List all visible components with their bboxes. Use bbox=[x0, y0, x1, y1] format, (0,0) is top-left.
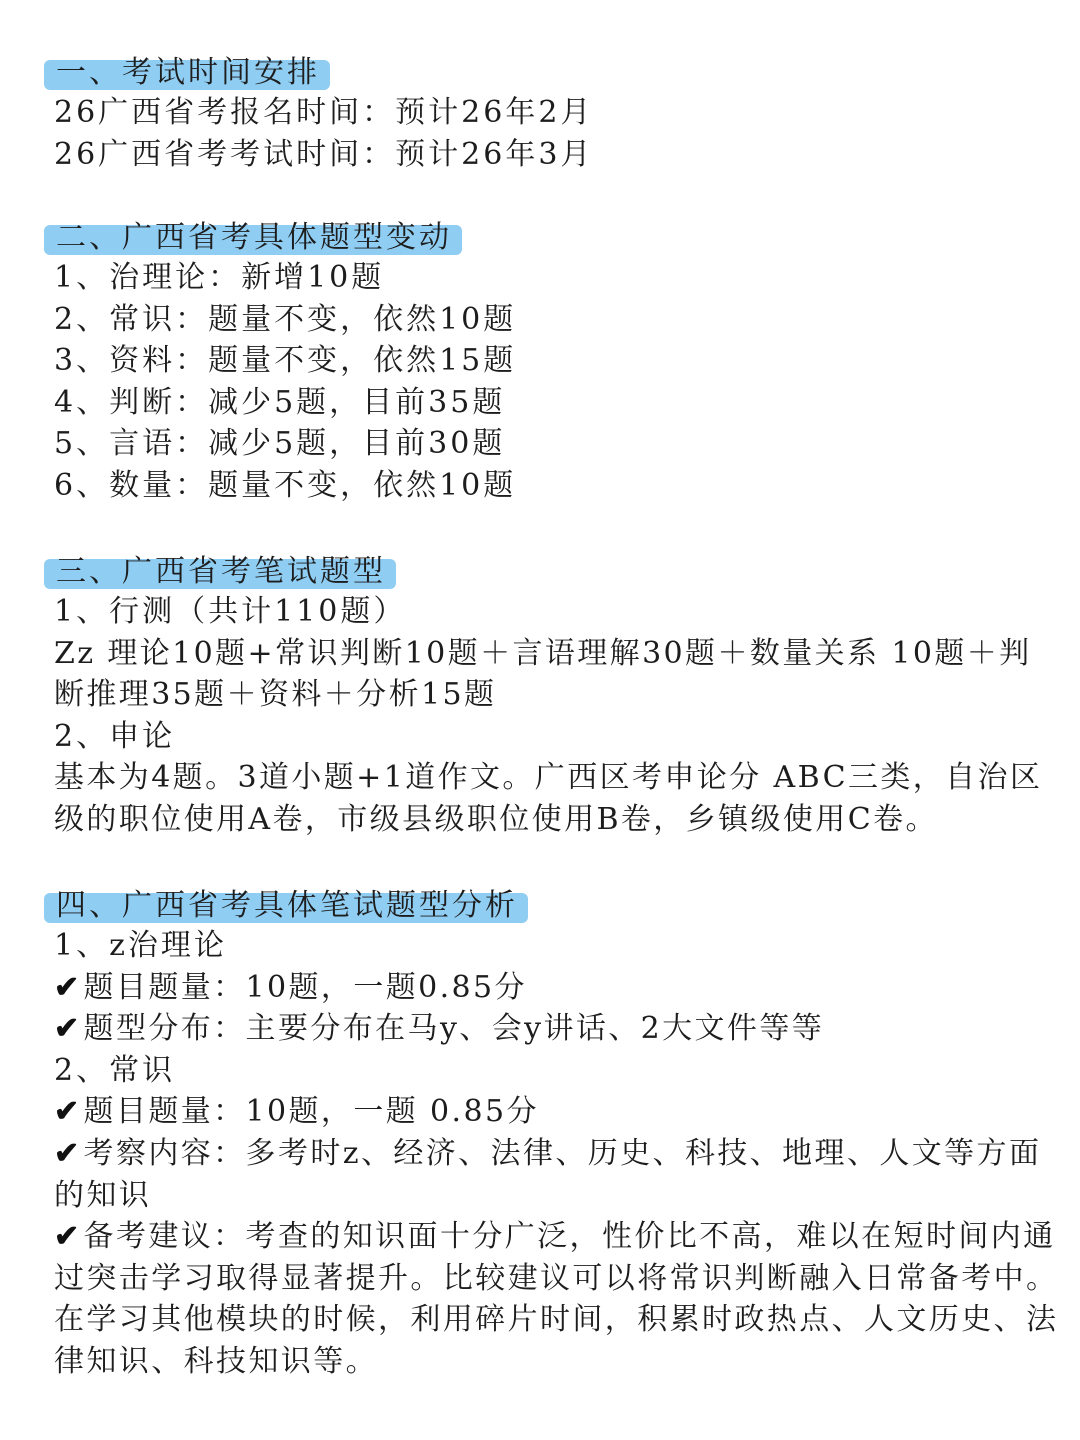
check-text: 考察内容：多考时z、经济、法律、历史、科技、地理、人文等方面的知识 bbox=[54, 1135, 1042, 1213]
check-icon: ✔ bbox=[54, 969, 82, 1005]
check-text: 题目题量：10题，一题 0.85分 bbox=[83, 1094, 539, 1130]
check-item bbox=[54, 1091, 1059, 1133]
section-heading: 二、广西省考具体题型变动 bbox=[44, 219, 462, 257]
list-item: 2、常识：题量不变，依然10题 bbox=[54, 301, 517, 337]
section-heading: 三、广西省考笔试题型 bbox=[44, 553, 396, 591]
text-line: 26广西省考报名时间：预计26年2月 bbox=[54, 95, 594, 130]
paragraph: Zz 理论10题+常识判断10题＋言语理解30题＋数量关系 10题＋判断推理35题＋资料＋分析15题 bbox=[54, 635, 1032, 713]
check-text: 题目题量：10题，一题0.85分 bbox=[83, 969, 527, 1005]
check-icon: ✔ bbox=[54, 1219, 82, 1255]
paragraph: 基本为4题。3道小题+1道作文。广西区考申论分 ABC三类，自治区级的职位使用A卷，市级县级职位使用B卷，乡镇级使用C卷。 bbox=[54, 760, 1043, 837]
section-exam-schedule bbox=[54, 54, 1054, 175]
list-item: 1、治理论：新增10题 bbox=[54, 260, 385, 295]
list-item: 6、数量：题量不变，依然10题 bbox=[54, 467, 517, 503]
list-item: 4、判断：减少5题，目前35题 bbox=[54, 384, 506, 420]
section-type-analysis bbox=[54, 887, 1059, 1383]
check-item bbox=[54, 1008, 1059, 1050]
check-icon: ✔ bbox=[54, 1011, 82, 1047]
subheading: 1、z治理论 bbox=[54, 928, 227, 963]
text-line: 26广西省考考试时间：预计26年3月 bbox=[54, 136, 594, 172]
list-item: 3、资料：题量不变，依然15题 bbox=[54, 343, 517, 379]
section-heading: 四、广西省考具体笔试题型分析 bbox=[44, 887, 528, 925]
check-item bbox=[54, 1216, 1059, 1382]
section-written-exam-types bbox=[54, 553, 1054, 841]
section-question-changes bbox=[54, 219, 1054, 507]
check-text: 备考建议：考查的知识面十分广泛，性价比不高，难以在短时间内通过突击学习取得显著提升。比较建议可以将常识判断融入日常备考中。在学习其他模块的时候，利用碎片时间，积累时政热点、人文历史、法律知识、科技知识等。 bbox=[54, 1219, 1059, 1379]
subheading: 2、常识 bbox=[54, 1052, 176, 1088]
section-heading: 一、考试时间安排 bbox=[44, 54, 330, 92]
subheading: 1、行测（共计110题） bbox=[54, 594, 407, 629]
check-icon: ✔ bbox=[54, 1135, 82, 1171]
list-item: 5、言语：减少5题，目前30题 bbox=[54, 426, 506, 462]
check-text: 题型分布：主要分布在马y、会y讲话、2大文件等等 bbox=[83, 1011, 825, 1047]
subheading: 2、申论 bbox=[54, 718, 176, 754]
check-item bbox=[54, 967, 1059, 1009]
check-item bbox=[54, 1133, 1059, 1216]
check-icon: ✔ bbox=[54, 1094, 82, 1130]
